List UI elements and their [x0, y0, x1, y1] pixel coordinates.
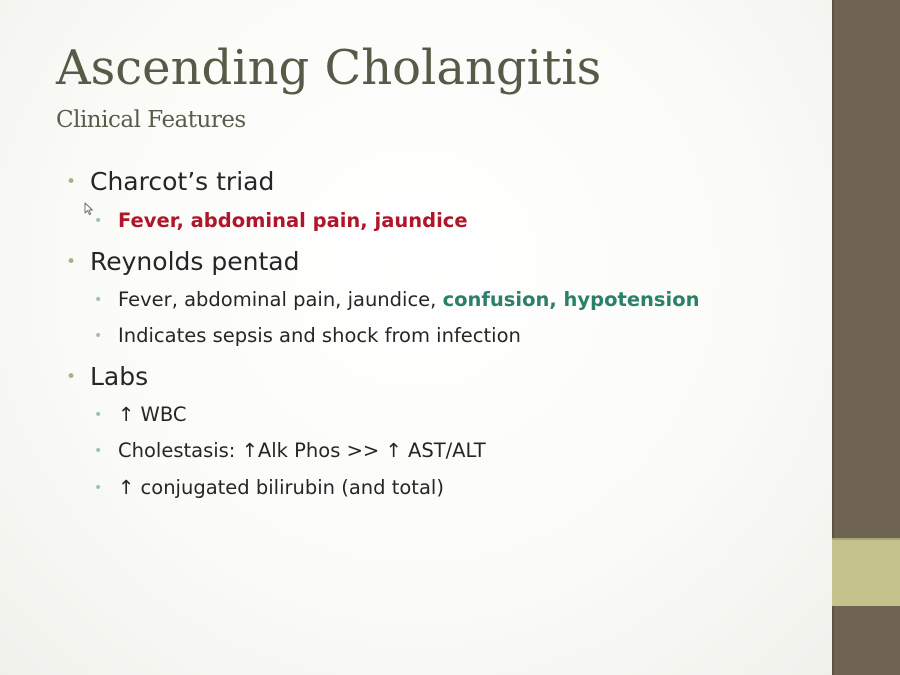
sub-bullet-reynolds-meaning	[94, 323, 521, 349]
bullet-dot: •	[94, 213, 103, 229]
slide-title: Ascending Cholangitis	[56, 40, 602, 96]
bullet-charcots-triad	[66, 167, 274, 197]
bullet-dot: •	[94, 480, 103, 496]
bullet-dot: •	[94, 443, 103, 459]
sidebar-accent-block	[832, 540, 900, 606]
bullet-dot: •	[94, 407, 103, 423]
mouse-pointer-icon	[84, 202, 94, 216]
reynolds-symptoms-text: Fever, abdominal pain, jaundice,	[118, 288, 443, 311]
lab-bilirubin-text: ↑ conjugated bilirubin (and total)	[118, 476, 444, 499]
reynolds-meaning-text: Indicates sepsis and shock from infection	[118, 324, 521, 347]
sub-bullet-cholestasis	[94, 438, 486, 464]
sub-bullet-bilirubin	[94, 475, 444, 501]
bullet-reynolds-pentad	[66, 247, 299, 277]
reynolds-extra-symptoms: confusion, hypotension	[442, 288, 700, 311]
sub-bullet-charcot-symptoms	[94, 208, 468, 234]
lab-wbc-text: ↑ WBC	[118, 403, 187, 426]
lab-cholestasis-text: Cholestasis: ↑Alk Phos >> ↑ AST/ALT	[118, 439, 486, 462]
bullet-dot: •	[66, 367, 77, 387]
sub-bullet-reynolds-symptoms	[94, 287, 700, 313]
bullet-heading-text: Labs	[90, 362, 149, 391]
slide-subtitle: Clinical Features	[56, 107, 246, 133]
charcot-symptoms-text: Fever, abdominal pain, jaundice	[118, 209, 468, 232]
bullet-dot: •	[66, 172, 77, 192]
bullet-heading-text: Charcot’s triad	[90, 167, 275, 196]
bullet-dot: •	[94, 328, 103, 344]
bullet-labs	[66, 362, 148, 392]
bullet-heading-text: Reynolds pentad	[90, 247, 300, 276]
sub-bullet-wbc	[94, 402, 186, 428]
bullet-dot: •	[66, 252, 77, 272]
bullet-dot: •	[94, 292, 103, 308]
